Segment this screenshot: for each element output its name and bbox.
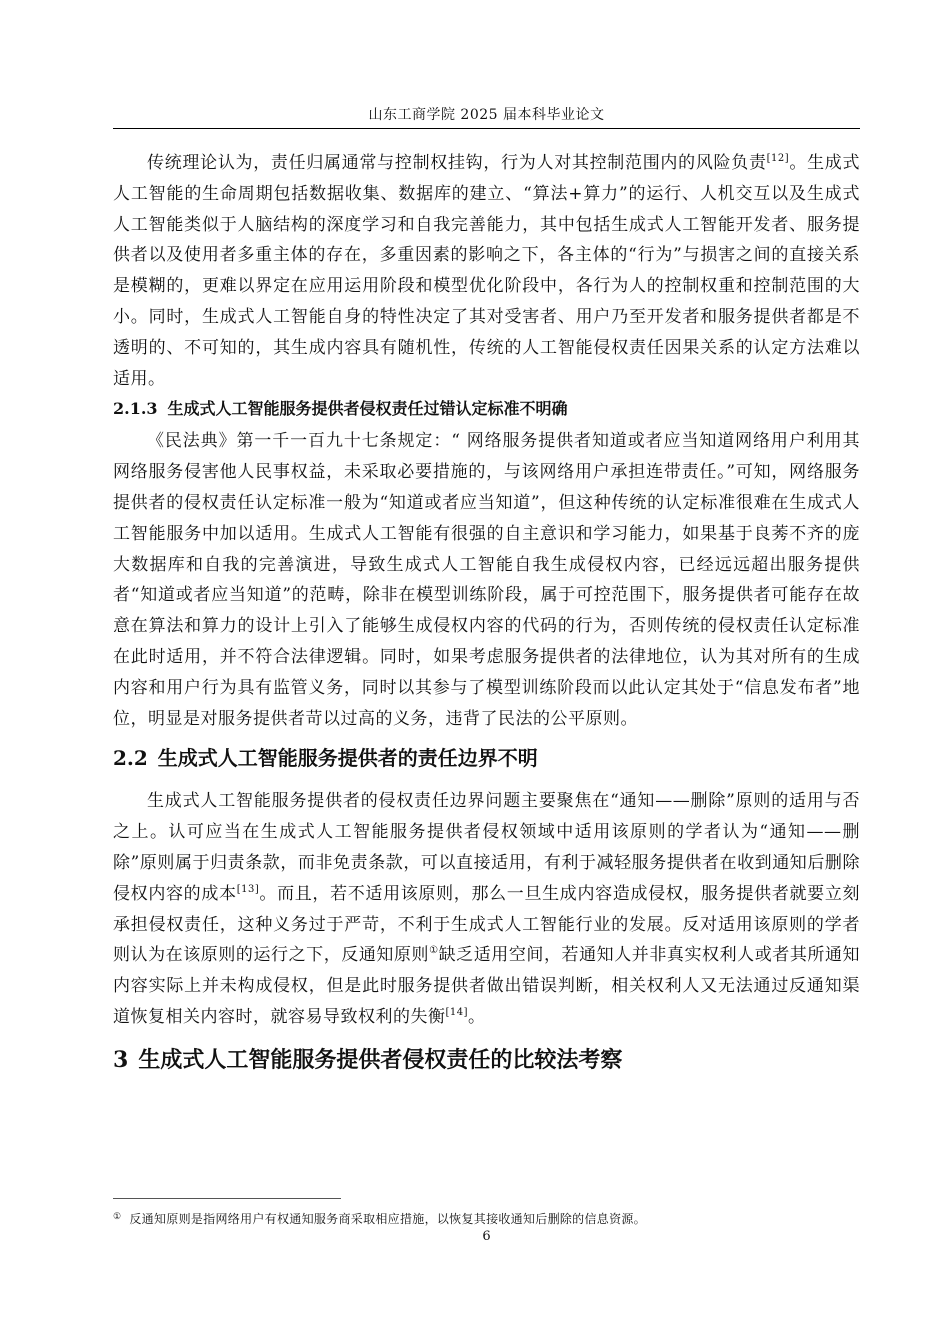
footnote-ref: ① xyxy=(429,945,439,957)
section-title: 生成式人工智能服务提供者侵权责任的比较法考察 xyxy=(138,1047,623,1073)
page-number: 6 xyxy=(482,1229,491,1244)
section-heading-2-2 xyxy=(113,742,860,774)
paragraph-text: 缺乏适用空间，若通知人并非真实权利人或者其所通知内容实际上并未构成侵权，但是此时服务提供者做出错误判断，相关权利人又无法通过反通知渠道恢复相关内容时，就容易导致权利的失衡 xyxy=(113,945,861,1027)
section-title: 生成式人工智能服务提供者的责任边界不明 xyxy=(157,746,538,771)
running-header: 山东工商学院 2025 届本科毕业论文 xyxy=(368,107,605,123)
paragraph-fault-standard xyxy=(113,426,860,734)
section-heading-2-1-3 xyxy=(113,396,860,422)
section-number: 2.2 xyxy=(113,746,148,771)
paragraph-causality xyxy=(113,148,860,394)
paragraph-text: 传统理论认为，责任归属通常与控制权挂钩，行为人对其控制范围内的风险负责 xyxy=(147,153,767,173)
section-number: 2.1.3 xyxy=(113,399,158,419)
footnote-mark: ① xyxy=(113,1212,122,1222)
footnote-text: 反通知原则是指网络用户有权通知服务商采取相应措施，以恢复其接收通知后删除的信息资源。 xyxy=(129,1212,646,1226)
footnote xyxy=(113,1208,860,1228)
paragraph-text: 。 xyxy=(468,1006,486,1027)
paragraph-text: 生成式人工智能服务提供者的侵权责任边界问题主要聚焦在“通知——删除”原则的适用与否之上。认可应当在生成式人工智能服务提供者侵权领域中适用该原则的学者认为“通知——删除”原则属于归责条款，而非免责条款，可以直接适用，有利于减轻服务提供者在收到通知后删除侵权内容的成本 xyxy=(113,791,860,904)
footnote-rule xyxy=(113,1198,341,1199)
citation-14: [14] xyxy=(445,1006,469,1018)
paragraph-text: 《民法典》第一千一百九十七条规定：“ 网络服务提供者知道或者应当知道网络用户利用其网络服务侵害他人民事权益，未采取必要措施的，与该网络用户承担连带责任。”可知，网络服务提供者的侵权责任认定标准一般为“知道或者应当知道”，但这种传统的认定标准很难在生成式人工智能服务中加以适用。生成式人工智能有很强的自主意识和学习能力，如果基于良莠不齐的庞大数据库和自我的完善演进，导致生成式人工智能自我生成侵权内容，已经远远超出服务提供者“知道或者应当知道”的范畴，除非在模型训练阶段，属于可控范围下，服务提供者可能存在故意在算法和算力的设计上引入了能够生成侵权内容的代码的行为，否则传统的侵权责任认定标准在此时适用，并不符合法律逻辑。同时，如果考虑服务提供者的法律地位，认为其对所有的生成内容和用户行为具有监管义务，同时以其参与了模型训练阶段而以此认定其处于“信息发布者”地位，明显是对服务提供者苛以过高的义务，违背了民法的公平原则。 xyxy=(113,431,860,729)
header-rule xyxy=(113,128,860,129)
citation-13: [13] xyxy=(236,883,260,895)
body-text xyxy=(113,148,860,1078)
paragraph-text: 。而且，若不适用该原则，那么一旦生成内容造成侵权，服务提供者就要立刻承担侵权责任，这种义务过于严苛，不利于生成式人工智能行业的发展。反对适用该原则的学者则认为在该原则的运行之下，反通知原则 xyxy=(113,883,861,966)
section-heading-3 xyxy=(113,1043,860,1078)
citation-12: [12] xyxy=(766,153,790,164)
section-title: 生成式人工智能服务提供者侵权责任过错认定标准不明确 xyxy=(167,399,568,419)
paragraph-liability-boundary xyxy=(113,786,860,1032)
section-number: 3 xyxy=(113,1046,129,1073)
paragraph-text: 。生成式人工智能的生命周期包括数据收集、数据库的建立、“算法+算力”的运行、人机交互以及生成式人工智能类似于人脑结构的深度学习和自我完善能力，其中包括生成式人工智能开发者、服务提供者以及使用者多重主体的存在，多重因素的影响之下，各主体的“行为”与损害之间的直接关系是模糊的，更难以界定在应用运用阶段和模型优化阶段中，各行为人的控制权重和控制范围的大小。同时，生成式人工智能自身的特性决定了其对受害者、用户乃至开发者和服务提供者都是不透明的、不可知的，其生成内容具有随机性，传统的人工智能侵权责任因果关系的认定方法难以适用。 xyxy=(113,153,861,389)
